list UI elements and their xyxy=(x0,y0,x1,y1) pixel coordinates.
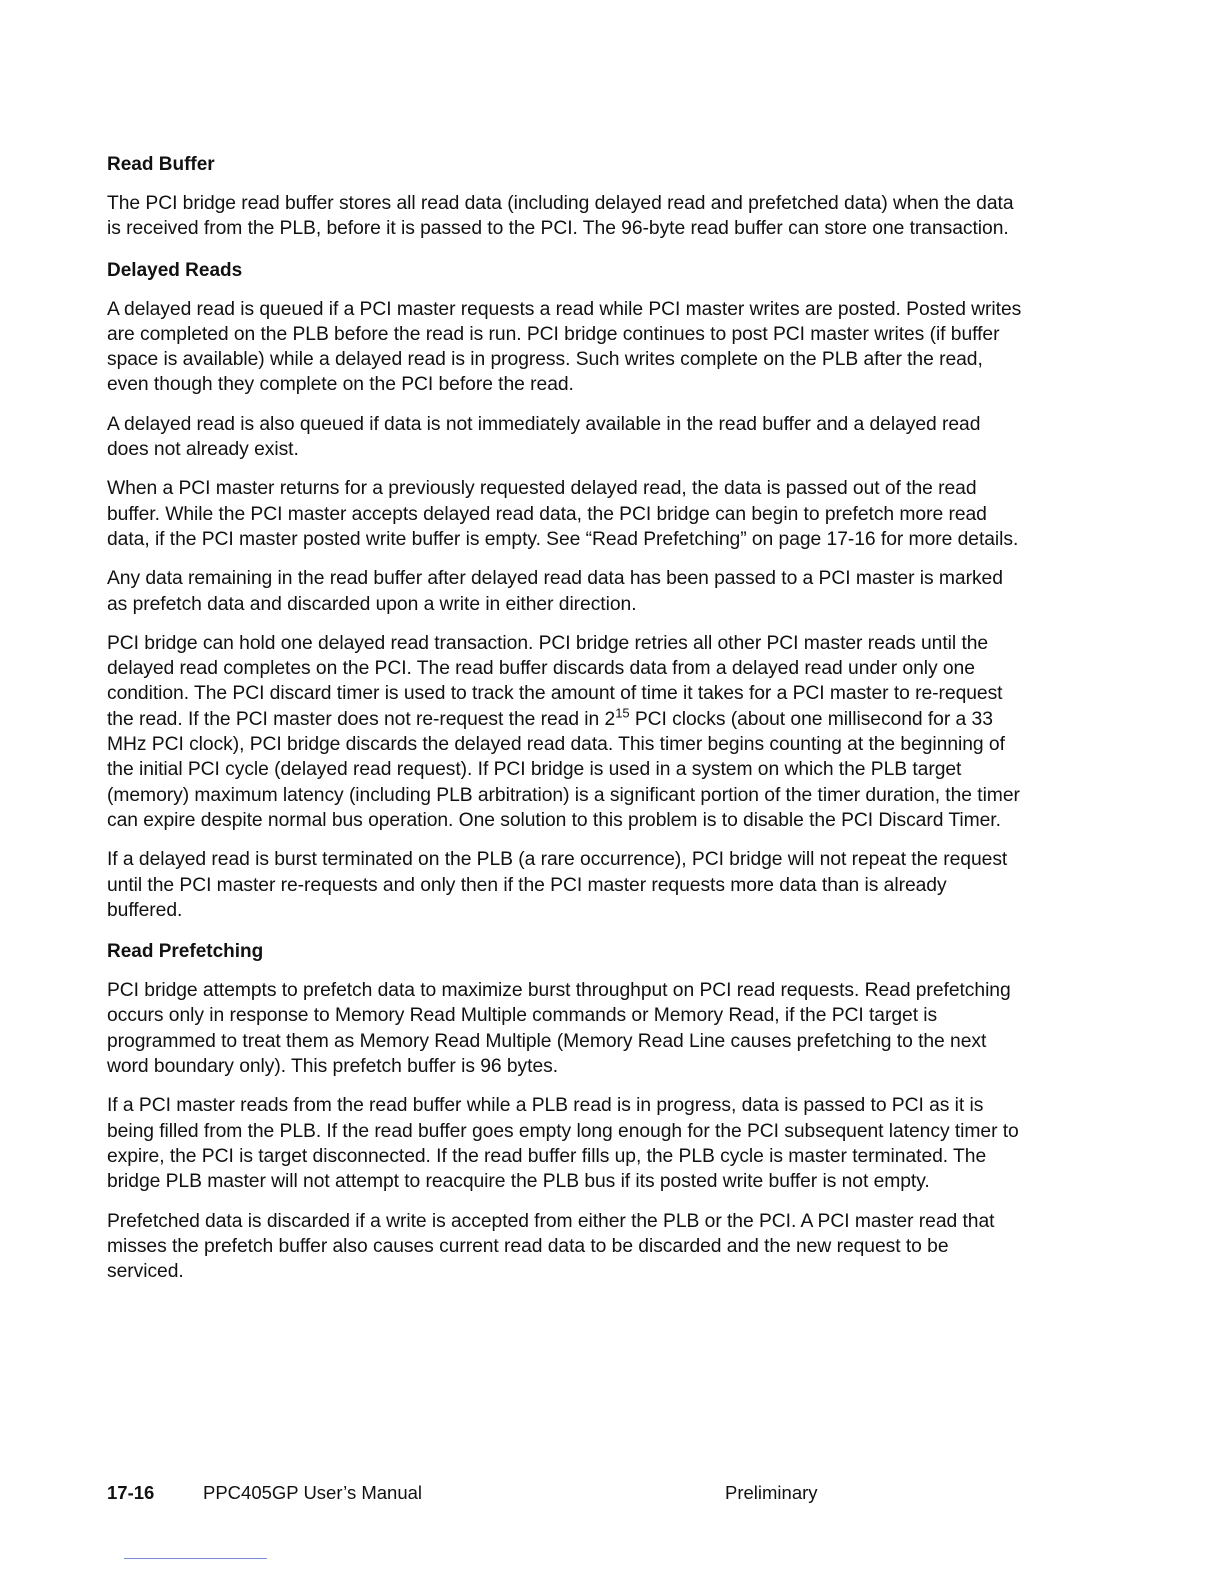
page-number: 17-16 xyxy=(107,1482,155,1503)
paragraph-text-after: PCI clocks (about one millisecond for a 33 MHz PCI clock), PCI bridge discards the delayed read data. This timer begins counting at the beginning of the initial PCI cycle (delayed read request). If PCI bridge is used in a system on which the PLB target (memory) maximum latency (including PLB arbitration) is a significant portion of the timer duration, the timer can expire despite normal bus operation. One solution to this problem is to disable the PCI Discard Timer. xyxy=(107,708,1020,831)
manual-title: PPC405GP User’s Manual xyxy=(203,1482,423,1503)
scan-underline-mark xyxy=(124,1558,267,1559)
paragraph: Any data remaining in the read buffer after delayed read data has been passed to a PCI master is marked as prefetch data and discarded upon a write in either direction. xyxy=(107,568,1003,615)
paragraph: A delayed read is also queued if data is not immediately available in the read buffer and a delayed read does not already exist. xyxy=(107,413,981,461)
page-footer xyxy=(107,1480,1027,1506)
section-heading: Delayed Reads xyxy=(107,259,243,281)
paragraph: If a PCI master reads from the read buffer while a PLB read is in progress, data is passed to PCI as it is being filled from the PLB. If the read buffer goes empty long enough for the PCI subsequent latency timer to expire, the PCI is target disconnected. If the read buffer fills up, the PLB cycle is master terminated. The bridge PLB master will not attempt to reacquire the PLB bus if its posted write buffer is not empty. xyxy=(107,1095,1019,1193)
page-content xyxy=(107,150,1027,1298)
discard-timer-paragraph xyxy=(107,631,1027,833)
paragraph: When a PCI master returns for a previously requested delayed read, the data is passed out of the read buffer. While the PCI master accepts delayed read data, the PCI bridge can begin to prefetch more read data, if the PCI master posted write buffer is empty. See “Read Prefetching” on page 17-16 for more details. xyxy=(107,478,1019,550)
paragraph: PCI bridge attempts to prefetch data to maximize burst throughput on PCI read requests. Read prefetching occurs only in response to Memory Read Multiple commands or Memory Read, if the PCI target is programmed to treat them as Memory Read Multiple (Memory Read Line causes prefetching to the next word boundary only). This prefetch buffer is 96 bytes. xyxy=(107,980,1011,1078)
document-status: Preliminary xyxy=(725,1482,818,1503)
section-heading: Read Buffer xyxy=(107,154,215,175)
paragraph: The PCI bridge read buffer stores all read data (including delayed read and prefetched data) when the data is received from the PLB, before it is passed to the PCI. The 96-byte read buffer can store one transaction. xyxy=(107,193,1014,240)
paragraph: A delayed read is queued if a PCI master requests a read while PCI master writes are posted. Posted writes are completed on the PLB before the read is run. PCI bridge continues to post PCI master writes (if buffer space is available) while a delayed read is in progress. Such writes complete on the PLB after the read, even though they complete on the PCI before the read. xyxy=(107,298,1022,396)
section-delayed-reads xyxy=(107,256,1027,924)
paragraph-text-before: PCI bridge can hold one delayed read transaction. PCI bridge retries all other PCI master reads until the delayed read completes on the PCI. The read buffer discards data from a delayed read under only one condition. The PCI discard timer is used to track the amount of time it takes for a PCI master to re-request the read. If the PCI master does not re-request the read in 2 xyxy=(107,632,1003,730)
exponent: 15 xyxy=(615,705,630,721)
paragraph: If a delayed read is burst terminated on the PLB (a rare occurrence), PCI bridge will not repeat the request until the PCI master re-requests and only then if the PCI master requests more data than is already buffered. xyxy=(107,849,1008,921)
section-heading: Read Prefetching xyxy=(107,941,264,963)
paragraph: Prefetched data is discarded if a write is accepted from either the PLB or the PCI. A PCI master read that misses the prefetch buffer also causes current read data to be discarded and the new request to be serviced. xyxy=(107,1210,995,1283)
section-read-prefetching xyxy=(107,937,1027,1284)
section-read-buffer xyxy=(107,150,1027,242)
